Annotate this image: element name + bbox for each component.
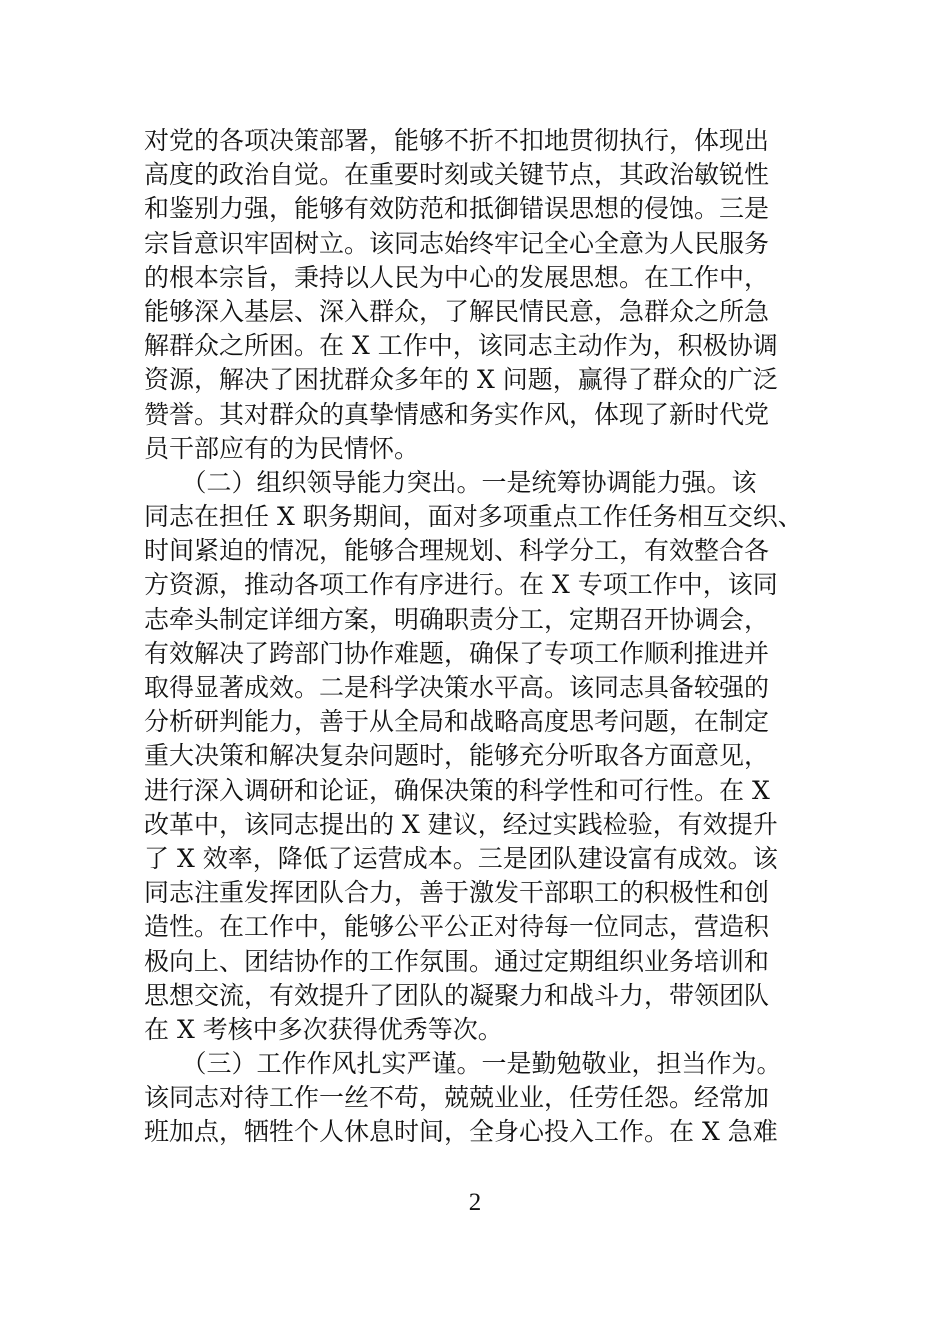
text-line: 高度的政治自觉。在重要时刻或关键节点，其政治敏锐性 <box>144 160 770 190</box>
text-line: 班加点，牺牲个人休息时间，全身心投入工作。在 X 急难 <box>144 1117 778 1147</box>
text-line: 进行深入调研和论证，确保决策的科学性和可行性。在 X <box>144 775 770 805</box>
text-line: 资源，解决了困扰群众多年的 X 问题，赢得了群众的广泛 <box>144 365 778 395</box>
text-line: （二）组织领导能力突出。一是统筹协调能力强。该 <box>144 467 757 497</box>
text-line: 宗旨意识牢固树立。该同志始终牢记全心全意为人民服务 <box>144 228 770 258</box>
text-line: 分析研判能力，善于从全局和战略高度思考问题，在制定 <box>144 707 770 737</box>
body-text <box>144 124 824 1150</box>
text-line: 时间紧迫的情况，能够合理规划、科学分工，有效整合各 <box>144 536 770 566</box>
text-line: 极向上、团结协作的工作氛围。通过定期组织业务培训和 <box>144 946 770 976</box>
text-line: 取得显著成效。二是科学决策水平高。该同志具备较强的 <box>144 673 770 702</box>
text-line: 同志在担任 X 职务期间，面对多项重点工作任务相互交织、 <box>144 502 803 532</box>
text-line: 了 X 效率，降低了运营成本。三是团队建设富有成效。该 <box>144 843 778 873</box>
text-line: 解群众之所困。在 X 工作中，该同志主动作为，积极协调 <box>144 331 778 361</box>
text-line: 志牵头制定详细方案，明确职责分工，定期召开协调会， <box>144 604 770 634</box>
text-line: 同志注重发挥团队合力，善于激发干部职工的积极性和创 <box>144 878 770 908</box>
page-number: 2 <box>468 1189 482 1216</box>
text-line: 有效解决了跨部门协作难题，确保了专项工作顺利推进并 <box>144 638 770 668</box>
text-line: 的根本宗旨，秉持以人民为中心的发展思想。在工作中， <box>144 262 770 292</box>
text-line: 和鉴别力强，能够有效防范和抵御错误思想的侵蚀。三是 <box>144 194 770 224</box>
text-line: 赞誉。其对群众的真挚情感和务实作风，体现了新时代党 <box>144 399 770 429</box>
text-line: 思想交流，有效提升了团队的凝聚力和战斗力，带领团队 <box>144 980 770 1010</box>
text-line: 在 X 考核中多次获得优秀等次。 <box>144 1014 503 1044</box>
text-line: （三）工作作风扎实严谨。一是勤勉敬业，担当作为。 <box>144 1049 782 1079</box>
text-line: 造性。在工作中，能够公平公正对待每一位同志，营造积 <box>144 912 770 942</box>
text-line: 该同志对待工作一丝不苟，兢兢业业，任劳任怨。经常加 <box>144 1083 770 1113</box>
text-line: 能够深入基层、深入群众，了解民情民意，急群众之所急 <box>144 296 770 326</box>
text-line: 改革中，该同志提出的 X 建议，经过实践检验，有效提升 <box>144 809 778 839</box>
text-line: 重大决策和解决复杂问题时，能够充分听取各方面意见， <box>144 741 770 771</box>
text-line: 方资源，推动各项工作有序进行。在 X 专项工作中，该同 <box>144 570 778 600</box>
text-line: 员干部应有的为民情怀。 <box>144 433 420 463</box>
text-line: 对党的各项决策部署，能够不折不扣地贯彻执行，体现出 <box>144 126 770 155</box>
